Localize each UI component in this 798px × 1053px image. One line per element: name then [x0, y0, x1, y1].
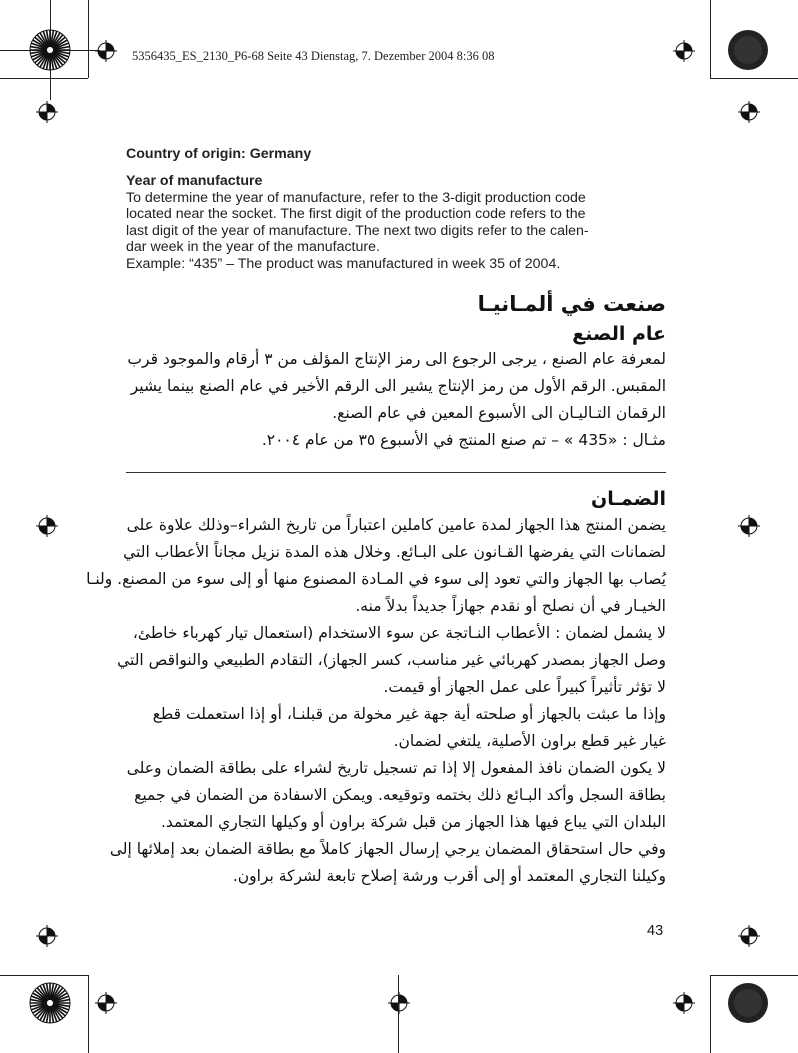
country-of-origin-heading [126, 146, 666, 163]
english-line: located near the socket. The first digit of the production code refers to the [126, 206, 586, 223]
arabic-guarantee-line: بطاقة السجل وأكد البـائع ذلك بختمه وتوقيعه. ويمكن الاسفادة من الضمان في جميع [134, 786, 666, 804]
arabic-guarantee-line: يضمن المنتج هذا الجهاز لمدة عامين كاملين اعتباراً من تاريخ الشراء–وذلك علاوة على [126, 516, 666, 534]
arabic-guarantee-line: لا تؤثر تأثيراً كبيراً على عمل الجهاز أو قيمت. [383, 678, 666, 696]
solid-dot-mark-icon [726, 28, 770, 72]
crosshair-target-icon [673, 992, 695, 1014]
print-header: 5356435_ES_2130_P6-68 Seite 43 Dienstag, 7. Dezember 2004 8:36 08 [132, 49, 495, 63]
english-line: dar week in the year of the manufacture. [126, 239, 380, 256]
arabic-guarantee-line: غيار غير قطع براون الأصلية، يلتغي لضمان. [393, 732, 666, 750]
crosshair-target-icon [673, 40, 695, 62]
page-number: 43 [647, 923, 664, 939]
arabic-guarantee-line: وصل الجهاز بمصدر كهربائي غير مناسب، كسر الجهاز)، التقادم الطبيعي والنواقص التي [117, 651, 666, 669]
trim-line [88, 0, 89, 78]
arabic-guarantee-title: الضمـان [591, 488, 666, 510]
arabic-guarantee-line: وفي حال استحقاق المضمان يرجي إرسال الجهاز كاملاً مع بطاقة الضمان بعد إملائها إلى [109, 840, 666, 858]
solid-dot-mark-icon [726, 981, 770, 1025]
trim-line [398, 975, 399, 1053]
crosshair-target-icon [95, 40, 117, 62]
arabic-origin-line: الرقمان التـاليـان الى الأسبوع المعين في عام الصنع. [332, 404, 666, 422]
arabic-guarantee-line: لا يكون الضمان نافذ المفعول إلا إذا تم تسجيل تاريخ لشراء على بطاقة الضمان وعلى [126, 759, 666, 777]
arabic-guarantee-line: وكيلنا التجاري المعتمد أو إلى أقرب ورشة إصلاح تابعة لشركة براون. [232, 867, 666, 885]
english-line: Example: “435” – The product was manufactured in week 35 of 2004. [126, 255, 561, 272]
crosshair-target-icon [738, 515, 760, 537]
arabic-origin-line: المقبس. الرقم الأول من رمز الإنتاج يشير الى الرقم الأخير في عام الصنع بينما يشير [130, 377, 666, 395]
year-of-manufacture-heading: Year of manufacture [126, 173, 263, 189]
trim-line [88, 975, 89, 1053]
english-line: last digit of the year of manufacture. The next two digits refer to the calen- [126, 222, 589, 239]
crosshair-target-icon [36, 101, 58, 123]
arabic-guarantee-line: الخيـار في أن نصلح أو نقدم جهازاً جديداً بدلاً منه. [355, 597, 666, 615]
crosshair-target-icon [36, 515, 58, 537]
arabic-origin-line: لمعرفة عام الصنع ، يرجى الرجوع الى رمز الإنتاج المؤلف من ٣ أرقام والموجود قرب [127, 350, 666, 368]
arabic-guarantee-line: البلدان التي يباع فيها هذا الجهاز من قبل شركة براون أو وكيلها التجاري المعتمد. [160, 813, 666, 831]
arabic-guarantee-line: وإذا ما عبثت بالجهاز أو صلحته أية جهة غير مخولة من قبلنـا، أو إذا استعملت قطع [152, 705, 666, 723]
country-of-origin-text: Country of origin: Germany [126, 146, 312, 162]
arabic-year-subtitle: عام الصنع [572, 323, 666, 345]
trim-line [710, 0, 711, 78]
crosshair-target-icon [95, 992, 117, 1014]
crosshair-target-icon [388, 992, 410, 1014]
starburst-mark-icon [28, 981, 72, 1025]
arabic-guarantee-line: لضمانات التي يفرضها القـانون على البـائع. وخلال هذه المدة نزيل مجاناً الأعطاب التي [123, 543, 666, 561]
arabic-origin-title: صنعت في ألمـانيـا [477, 292, 666, 316]
year-of-manufacture-section [126, 173, 666, 273]
arabic-guarantee-line: لا يشمل لضمان : الأعطاب النـاتجة عن سوء الاستخدام (استعمال تيار كهرباء خاطئ، [132, 624, 666, 642]
english-line: To determine the year of manufacture, refer to the 3-digit production code [126, 189, 586, 206]
arabic-origin-line: مثـال : «435 » – تم صنع المنتج في الأسبوع ٣٥ من عام ٢٠٠٤. [261, 431, 666, 449]
crosshair-target-icon [738, 101, 760, 123]
trim-line [710, 975, 711, 1053]
trim-line [710, 975, 798, 976]
arabic-guarantee-line: يُصاب بها الجهاز والتي تعود إلى سوء في المـادة المصنوع منها أو إلى سوء من المصنع. ولنـا [86, 570, 666, 588]
starburst-mark-icon [28, 28, 72, 72]
trim-line [0, 975, 88, 976]
trim-line [710, 78, 798, 79]
trim-line [0, 78, 88, 79]
crosshair-target-icon [36, 925, 58, 947]
crosshair-target-icon [738, 925, 760, 947]
section-divider [126, 472, 666, 473]
